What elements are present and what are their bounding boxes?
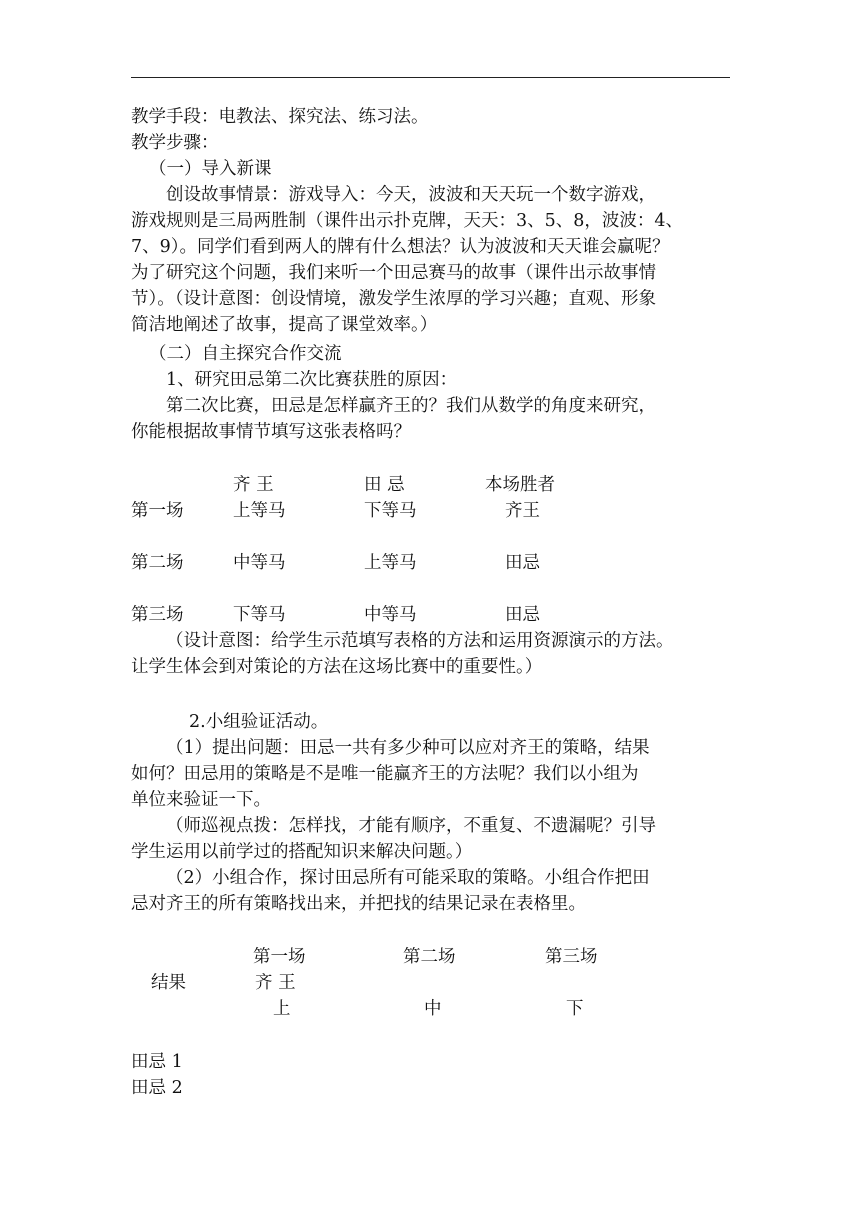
section1-line: 节）。（设计意图：创设情境，激发学生浓厚的学习兴趣；直观、形象 [131,289,656,309]
table1-cell: 田忌 [505,605,540,625]
section2-heading: （二）自主探究合作交流 [149,344,342,364]
steps-heading: 教学步骤： [131,133,219,153]
table2-row-label: 田忌 2 [131,1078,183,1098]
table2-king-cell: 下 [566,999,584,1019]
table2-col-header: 第二场 [403,947,456,967]
table1-header-king: 齐 王 [233,475,274,495]
teaching-means: 教学手段：电教法、探究法、练习法。 [131,107,429,127]
item2-hint-line: （师巡视点拨：怎样找，才能有顺序，不重复、不遗漏呢？引导 [166,816,656,836]
table1-cell: 中等马 [364,605,417,625]
item1-title: 1、研究田忌第二次比赛获胜的原因： [166,370,458,390]
table2-result-label: 结果 [151,973,186,993]
table1-header-tianji: 田 忌 [364,475,405,495]
table1-cell: 第二场 [131,553,184,573]
table2-king-cell: 上 [273,999,291,1019]
item2-q1-line: （1）提出问题：田忌一共有多少种可以应对齐王的策略，结果 [166,738,650,758]
item2-q2-line: 忌对齐王的所有策略找出来，并把找的结果记录在表格里。 [131,894,586,914]
section1-line: 简洁地阐述了故事，提高了课堂效率。） [131,315,438,335]
table1-cell: 齐王 [505,501,540,521]
item1-line: 你能根据故事情节填写这张表格吗？ [131,422,411,442]
table1-cell: 第一场 [131,501,184,521]
item2-q1-line: 单位来验证一下。 [131,790,271,810]
table2-king-cell: 中 [424,999,442,1019]
item2-q1-line: 如何？田忌用的策略是不是唯一能赢齐王的方法呢？我们以小组为 [131,764,639,784]
note1-line: 让学生体会到对策论的方法在这场比赛中的重要性。） [131,657,543,677]
item2-hint-line: 学生运用以前学过的搭配知识来解决问题。） [131,842,473,862]
table1-cell: 下等马 [364,501,417,521]
section1-line: 创设故事情景：游戏导入：今天，波波和天天玩一个数字游戏， [166,185,656,205]
note1-line: （设计意图：给学生示范填写表格的方法和运用资源演示的方法。 [166,631,674,651]
item2-q2-line: （2）小组合作，探讨田忌所有可能采取的策略。小组合作把田 [166,868,650,888]
table2-row-label: 田忌 1 [131,1052,183,1072]
table2-col-header: 第三场 [545,947,598,967]
table1-cell: 田忌 [505,553,540,573]
item2-title: 2.小组验证活动。 [189,712,329,732]
header-rule [131,77,730,78]
table2-col-header: 第一场 [253,947,306,967]
table1-header-winner: 本场胜者 [485,475,555,495]
table1-cell: 上等马 [233,501,286,521]
table1-cell: 中等马 [233,553,286,573]
section1-heading: （一）导入新课 [149,159,272,179]
table1-cell: 下等马 [233,605,286,625]
section1-line: 7、9）。同学们看到两人的牌有什么想法？认为波波和天天谁会赢呢？ [131,237,670,257]
table1-cell: 第三场 [131,605,184,625]
section1-line: 为了研究这个问题，我们来听一个田忌赛马的故事（课件出示故事情 [131,263,656,283]
section1-line: 游戏规则是三局两胜制（课件出示扑克牌，天天：3、5、8，波波：4、 [131,211,684,231]
table1-cell: 上等马 [364,553,417,573]
table2-king-label: 齐 王 [255,973,296,993]
item1-line: 第二次比赛，田忌是怎样赢齐王的？我们从数学的角度来研究， [166,396,656,416]
